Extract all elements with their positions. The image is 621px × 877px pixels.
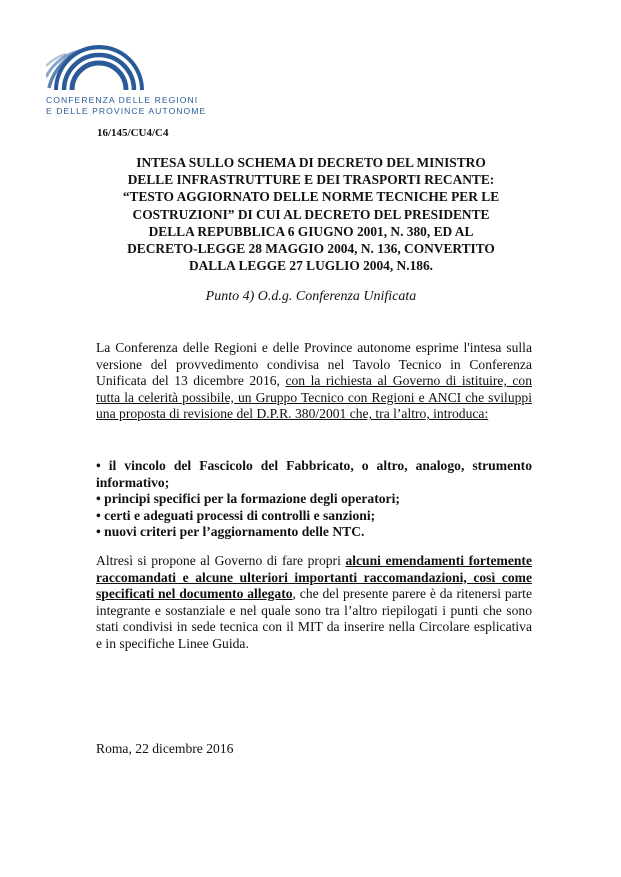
org-name-line2: E DELLE PROVINCE AUTONOME <box>46 106 207 116</box>
title-line: DELLA REPUBBLICA 6 GIUGNO 2001, N. 380, ED AL <box>148 223 474 239</box>
intro-text: La Conferenza delle Regioni e delle Province autonome esprime l'intesa sulla versione del provvedimento condivisa nel Tavolo Tecnico in Conferenza Unificata del 13 dicembre 2016, <box>96 340 532 389</box>
title-line: DECRETO-LEGGE 28 MAGGIO 2004, N. 136, CONVERTITO <box>127 241 495 257</box>
title-line: DELLE INFRASTRUTTURE E DEI TRASPORTI RECANTE: <box>127 172 495 188</box>
requirements-list <box>96 458 532 541</box>
protocol-number: 16/145/CU4/C4 <box>97 127 169 139</box>
arches-logo-icon <box>46 44 151 92</box>
title-line: “TESTO AGGIORNATO DELLE NORME TECNICHE PER LE <box>122 189 500 205</box>
list-item: • certi e adeguati processi di controlli e sanzioni; <box>96 507 376 523</box>
list-item: • principi specifici per la formazione degli operatori; <box>96 491 400 507</box>
org-name-line1: CONFERENZA DELLE REGIONI <box>46 95 199 105</box>
organization-logo <box>46 44 236 119</box>
proposal-paragraph <box>96 553 532 653</box>
proposal-text-end: , che del presente parere è da ritenersi parte integrante e sostanziale e nel quale sono tra l’altro riepilogati i punti che sono stati condivisi in sede tecnica con il MIT da inserire nella Circolare esplicativa e in specifiche Linee Guida. <box>96 586 532 651</box>
title-line: INTESA SULLO SCHEMA DI DECRETO DEL MINISTRO <box>136 155 486 170</box>
proposal-text-start: Altresì si propone al Governo di fare propri <box>96 553 346 568</box>
title-line: DALLA LEGGE 27 LUGLIO 2004, N.186. <box>188 258 434 274</box>
intro-paragraph <box>96 340 532 423</box>
intro-request-text: con la richiesta al Governo di istituire, con tutta la celerità possibile, un Gruppo Tecnico con Regioni e ANCI che sviluppi una proposta di revisione del D.P.R. 380/2001 che, tra l’altro, introduca: <box>96 373 532 422</box>
title-line: COSTRUZIONI” DI CUI AL DECRETO DEL PRESIDENTE <box>132 206 490 222</box>
list-item: • il vincolo del Fascicolo del Fabbricato, o altro, analogo, strumento informativo; <box>96 458 532 490</box>
list-item: • nuovi criteri per l’aggiornamento delle NTC. <box>96 524 365 540</box>
document-title <box>96 154 526 274</box>
proposal-emphasis: alcuni emendamenti fortemente raccomandati e alcune ulteriori importanti raccomandazioni, così come specificati nel documento allegato <box>96 553 532 602</box>
document-date: Roma, 22 dicembre 2016 <box>96 741 234 756</box>
agenda-item: Punto 4) O.d.g. Conferenza Unificata <box>205 289 417 304</box>
